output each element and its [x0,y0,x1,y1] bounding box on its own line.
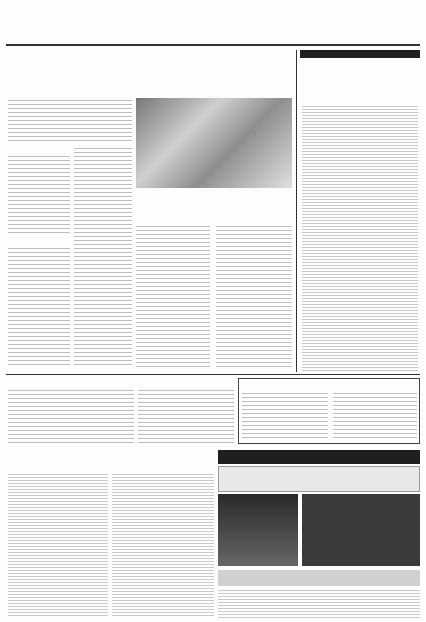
ad-card [302,494,420,566]
center-text-b [216,226,292,370]
ad-phone-image [218,494,298,566]
masthead [6,4,420,46]
center-text-a [136,226,210,370]
sidebar-text [302,106,418,372]
lower-right-text-a [242,393,328,441]
section-rule [6,374,420,375]
bottom-ad-text-a [8,474,108,618]
bottom-ad-text-b [112,474,214,618]
left-text-1 [8,156,70,236]
market-photo [136,98,292,188]
lower-center-text [138,390,234,444]
lower-left [8,378,134,444]
lead-paragraph [8,100,132,144]
ad-brand-bar [218,450,420,464]
lower-center [138,378,234,444]
sidebar-bar [300,50,420,58]
masthead-rule [6,44,420,46]
sidebar [300,50,420,372]
lower-right-box [238,378,420,444]
left-column [8,148,70,368]
ad-bottom-strip [218,570,420,586]
lower-left-text [8,390,134,444]
column-rule [296,50,297,372]
bottom-ad-header [8,450,214,470]
left-column-2 [74,148,132,368]
left-text-2 [8,248,70,368]
ad-top-strip [218,466,420,492]
lower-right-text-b [333,393,417,441]
center-column [136,200,292,370]
ad-fine-print [218,590,420,618]
headline-block [6,50,292,98]
right-ads [218,450,420,618]
